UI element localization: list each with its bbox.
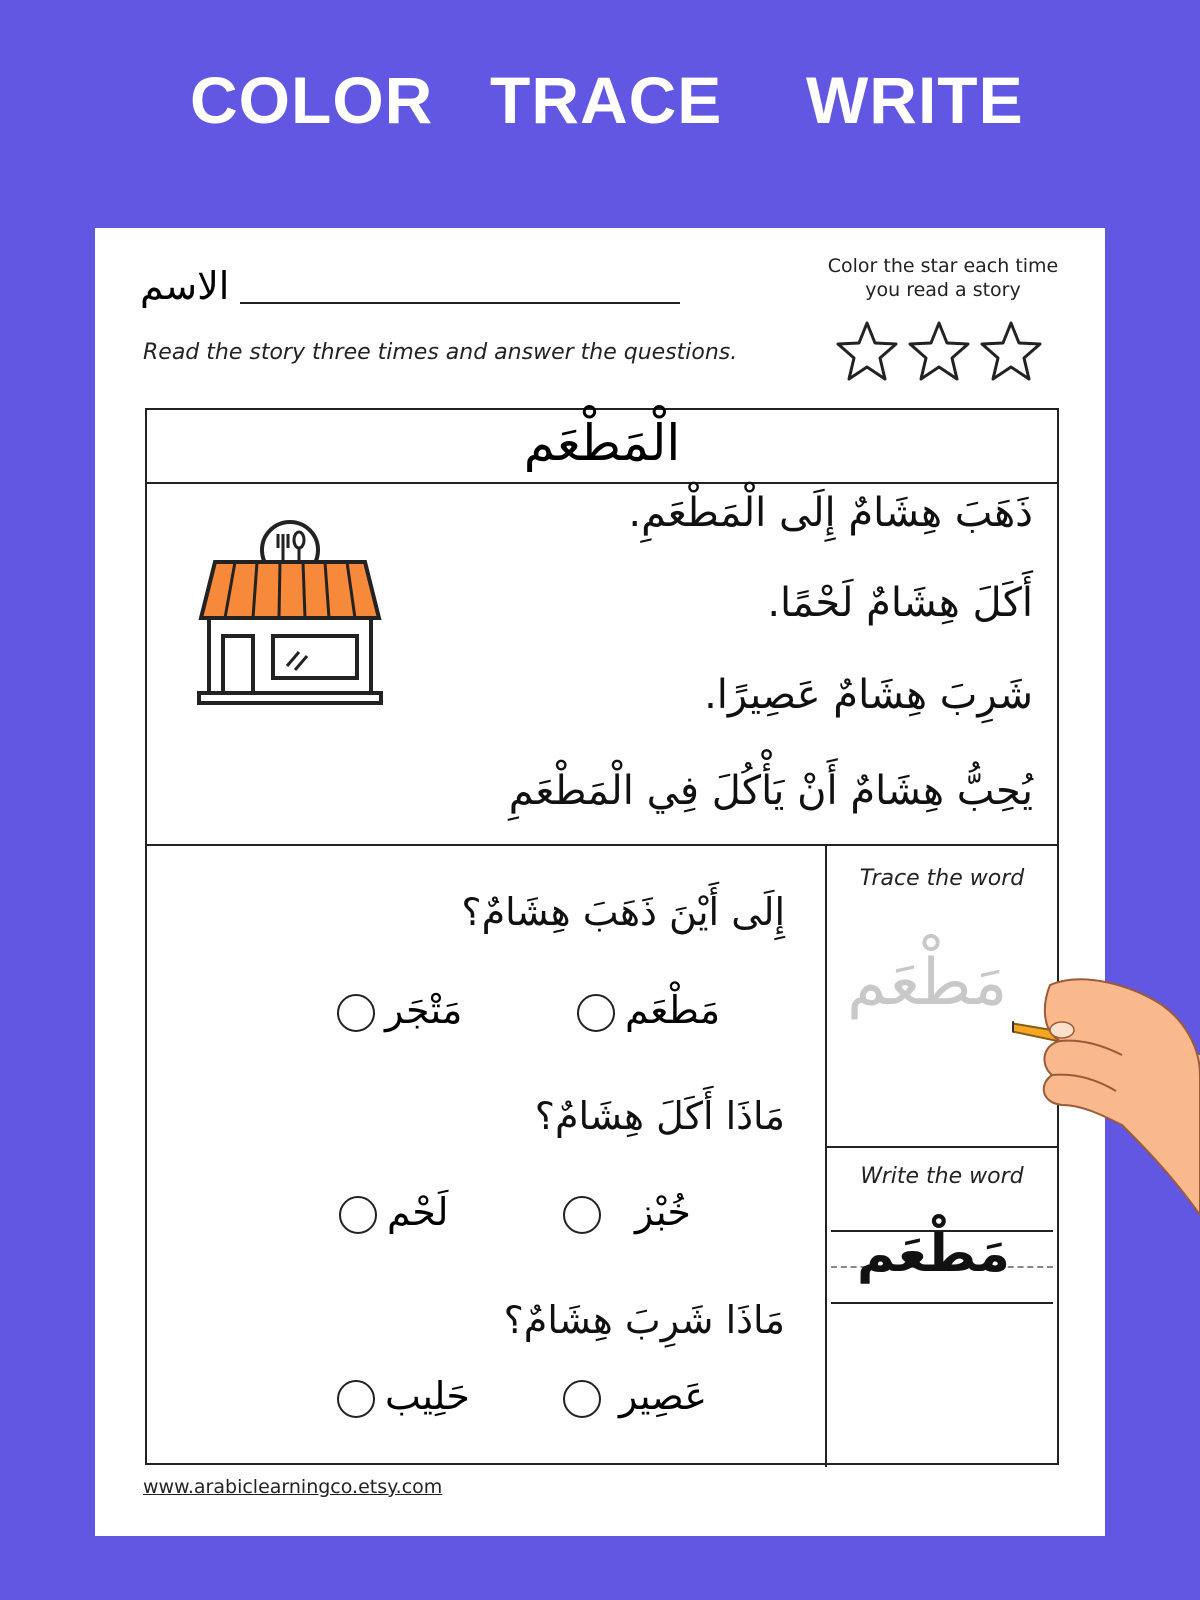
- story-box: [145, 408, 1059, 1465]
- option-label: لَحْم: [387, 1190, 449, 1234]
- option-label: مَطْعَم: [625, 988, 721, 1032]
- column-divider: [825, 846, 827, 1467]
- star-outline-icon[interactable]: [835, 320, 899, 384]
- story-title: الْمَطْعَم: [523, 414, 681, 472]
- name-label: الاسم: [140, 264, 230, 308]
- story-sentence: شَرِبَ هِشَامٌ عَصِيرًا.: [704, 672, 1033, 718]
- banner: [0, 62, 1200, 152]
- radio-circle[interactable]: [339, 1196, 377, 1234]
- name-field[interactable]: [240, 302, 680, 304]
- answer-option[interactable]: [339, 1190, 539, 1240]
- answer-option[interactable]: [337, 988, 537, 1038]
- instruction: Read the story three times and answer the questions.: [143, 340, 738, 365]
- restaurant-shop-icon: [195, 518, 385, 708]
- star-outline-icon[interactable]: [979, 320, 1043, 384]
- story-sentence: ذَهَبَ هِشَامٌ إِلَى الْمَطْعَمِ.: [628, 490, 1033, 536]
- option-label: حَلِيب: [385, 1374, 470, 1418]
- worksheet: [95, 228, 1105, 1536]
- radio-circle[interactable]: [563, 1380, 601, 1418]
- banner-write: WRITE: [806, 63, 1024, 137]
- radio-circle[interactable]: [563, 1196, 601, 1234]
- trace-label: Trace the word: [859, 866, 1025, 891]
- question: مَاذَا شَرِبَ هِشَامٌ؟: [503, 1298, 785, 1342]
- option-label: عَصِير: [619, 1374, 708, 1418]
- write-label: Write the word: [860, 1164, 1024, 1189]
- story-title-row: [147, 410, 1057, 484]
- question: إِلَى أَيْنَ ذَهَبَ هِشَامٌ؟: [461, 890, 785, 934]
- footer-link[interactable]: www.arabiclearningco.etsy.com: [143, 1476, 443, 1498]
- star-instruction: [813, 254, 1073, 302]
- answer-option[interactable]: [577, 988, 777, 1038]
- trace-word[interactable]: مَطْعَم: [847, 946, 1008, 1020]
- answer-option[interactable]: [563, 1374, 763, 1424]
- star-outline-icon[interactable]: [907, 320, 971, 384]
- question: مَاذَا أَكَلَ هِشَامٌ؟: [534, 1094, 785, 1138]
- write-word-example: مَطْعَم: [857, 1224, 1010, 1284]
- banner-color: COLOR: [190, 63, 434, 137]
- radio-circle[interactable]: [577, 994, 615, 1032]
- writing-line: [831, 1302, 1053, 1304]
- option-label: خُبْز: [635, 1190, 691, 1234]
- radio-circle[interactable]: [337, 994, 375, 1032]
- answer-option[interactable]: [337, 1374, 537, 1424]
- star-instruction-line1: Color the star each time: [827, 255, 1059, 277]
- option-label: مَتْجَر: [385, 988, 463, 1032]
- story-sentence: أَكَلَ هِشَامٌ لَحْمًا.: [767, 580, 1033, 626]
- story-sentence: يُحِبُّ هِشَامٌ أَنْ يَأْكُلَ فِي الْمَطْعَمِ: [508, 768, 1033, 814]
- star-instruction-line2: you read a story: [865, 279, 1021, 301]
- stars: [835, 320, 1055, 390]
- questions-section: [147, 844, 1057, 1467]
- hand-holding-pencil-icon: [1012, 975, 1200, 1215]
- radio-circle[interactable]: [337, 1380, 375, 1418]
- answer-option[interactable]: [563, 1190, 763, 1240]
- banner-trace: TRACE: [490, 63, 723, 137]
- name-row: [140, 258, 680, 308]
